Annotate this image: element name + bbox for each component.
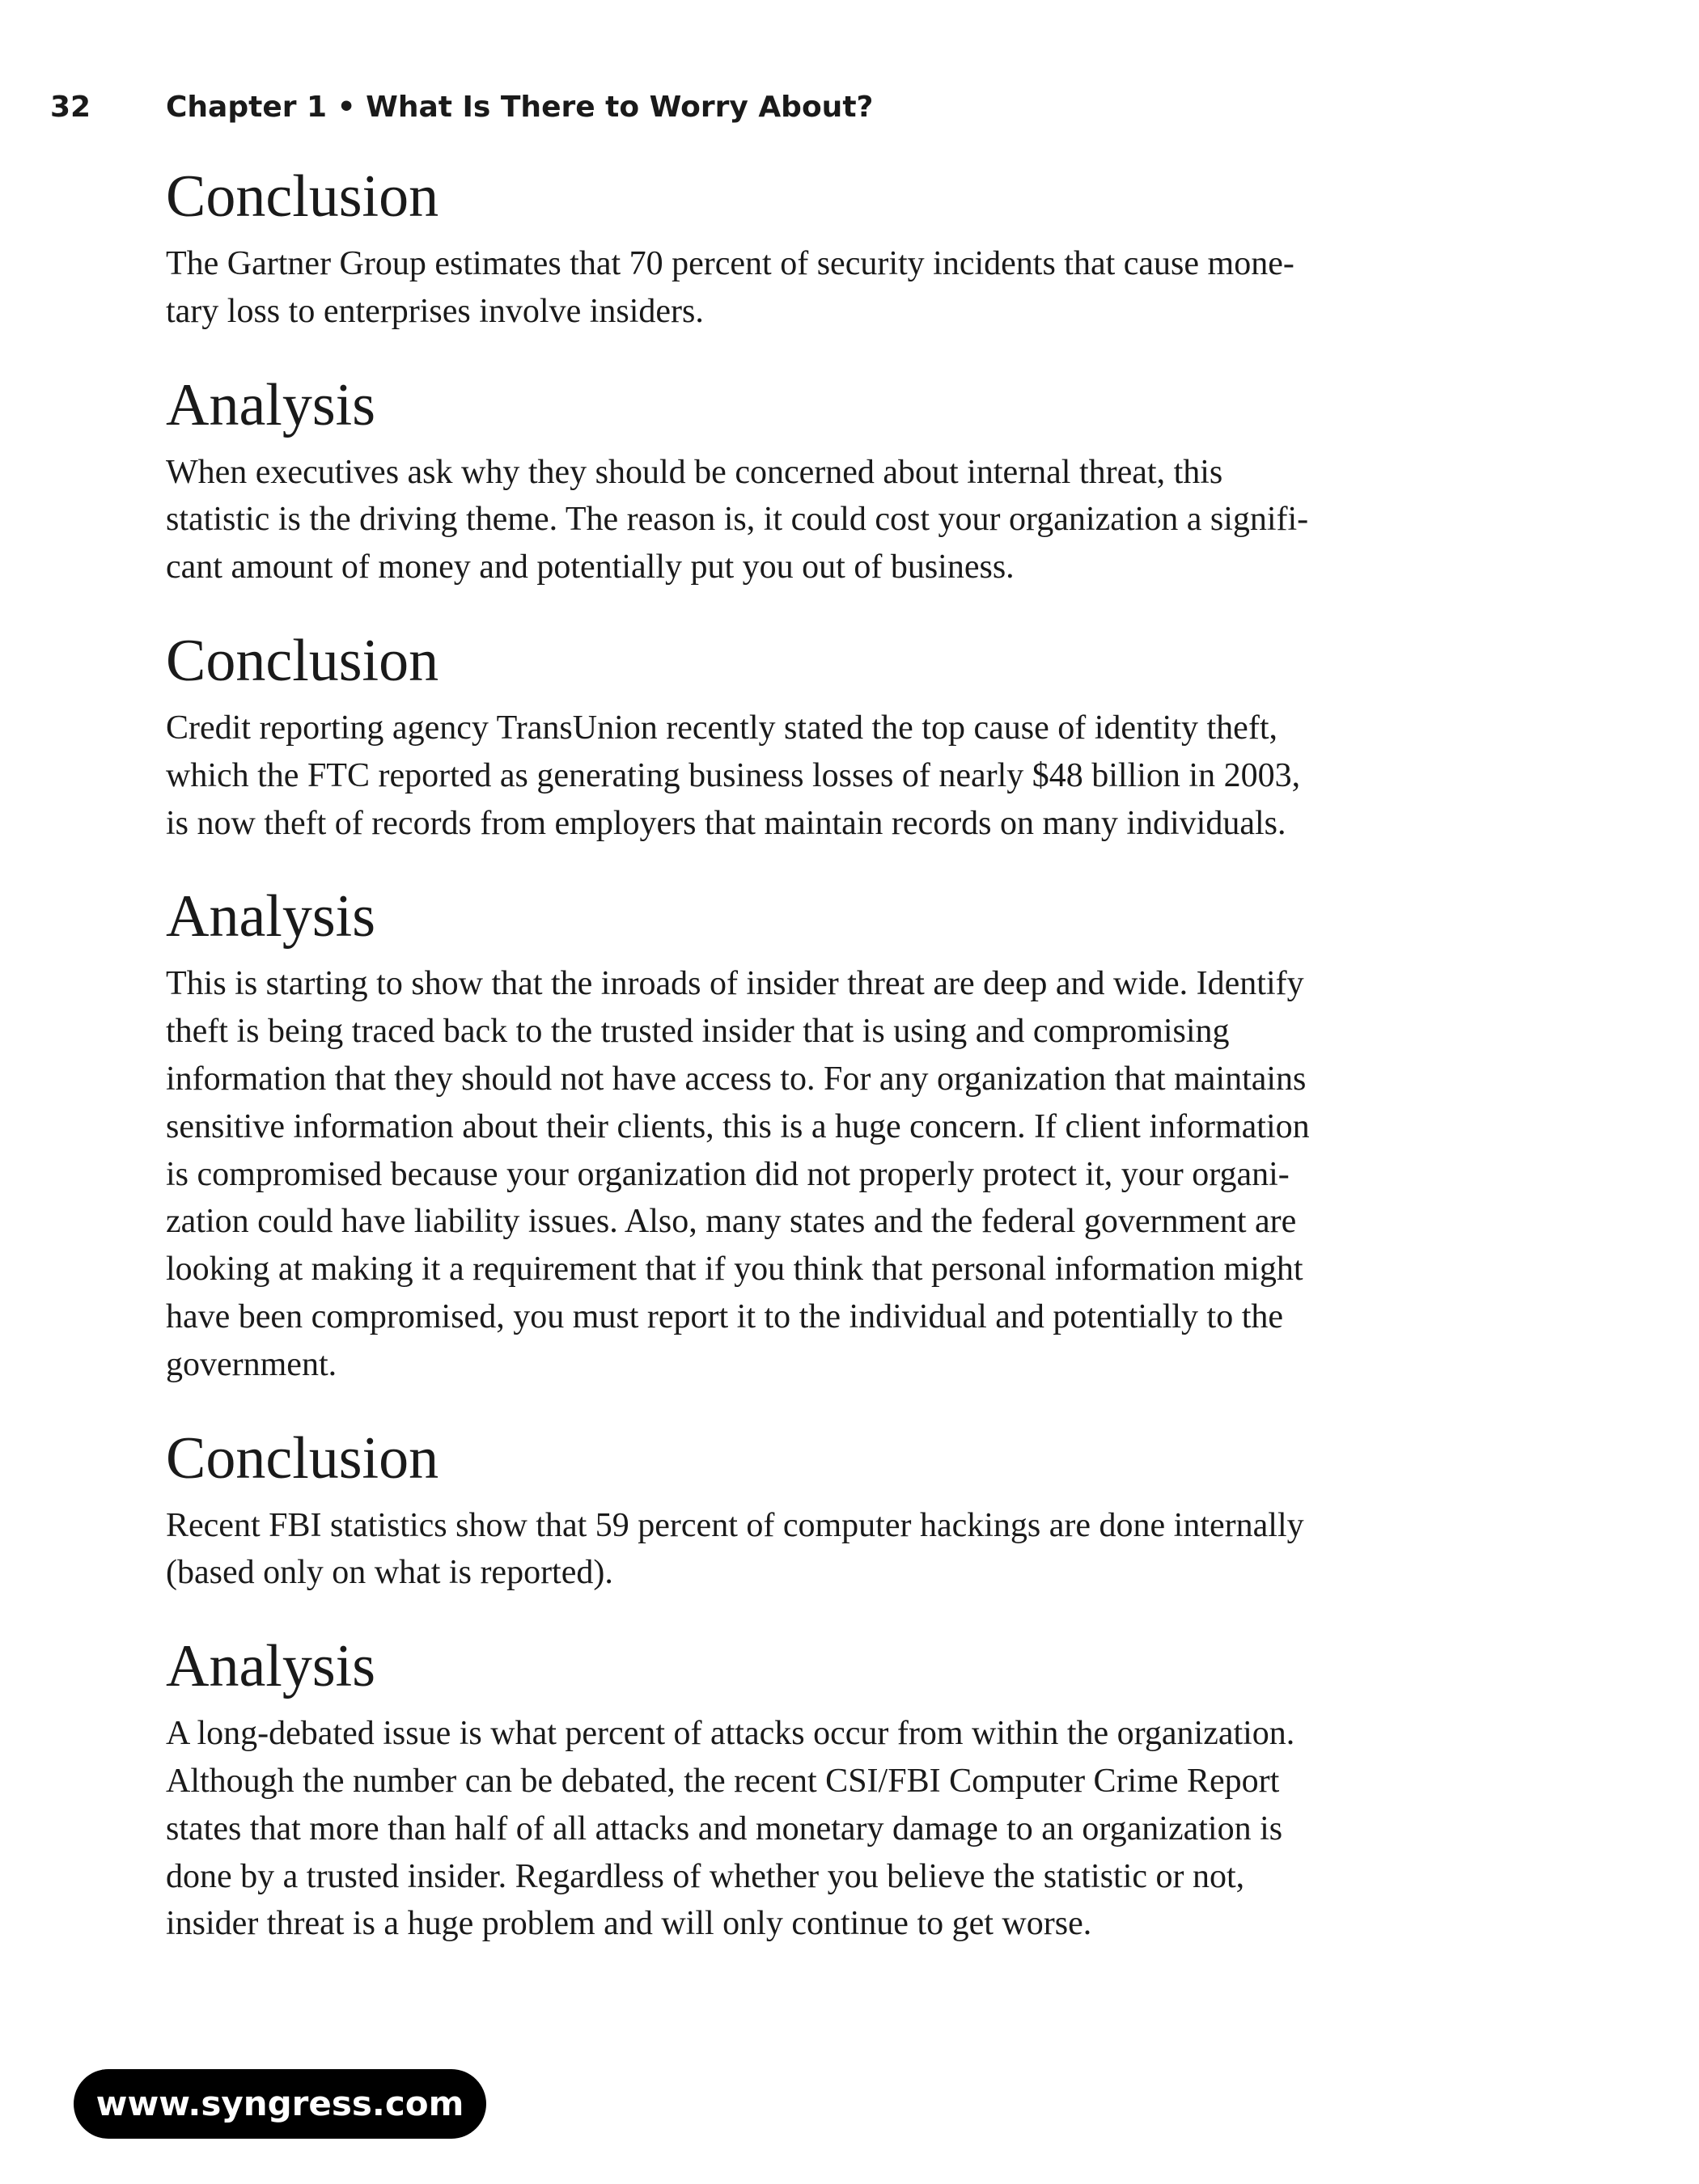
text-line: sensitive information about their clients, this is a huge concern. If client information [166, 1107, 1310, 1145]
text-line: A long-debated issue is what percent of attacks occur from within the organization. [166, 1715, 1295, 1753]
text-line: states that more than half of all attacks and monetary damage to an organization is [166, 1809, 1283, 1848]
section-heading: Conclusion [166, 627, 439, 694]
section-heading: Analysis [166, 371, 375, 438]
section-heading: Analysis [166, 1633, 375, 1700]
text-line: zation could have liability issues. Also, many states and the federal government are [166, 1203, 1297, 1241]
text-line: is compromised because your organization did not properly protect it, your organi- [166, 1155, 1290, 1193]
page-content [166, 158, 1493, 1979]
section-paragraph [166, 1502, 1493, 1598]
section-analysis-1 [166, 366, 1493, 591]
text-line: looking at making it a requirement that if you think that personal information might [166, 1251, 1303, 1289]
text-line: Recent FBI statistics show that 59 percent of computer hackings are done internally [166, 1506, 1304, 1544]
section-heading: Conclusion [166, 1424, 439, 1492]
text-line: statistic is the driving theme. The reason is, it could cost your organization a signifi- [166, 501, 1309, 539]
text-line: When executives ask why they should be concerned about internal threat, this [166, 453, 1223, 491]
section-paragraph [166, 240, 1493, 336]
text-line: insider threat is a huge problem and will only continue to get worse. [166, 1905, 1092, 1943]
text-line: government. [166, 1345, 337, 1383]
text-line: The Gartner Group estimates that 70 percent of security incidents that cause mone- [166, 245, 1294, 282]
section-heading: Conclusion [166, 163, 439, 230]
running-head [50, 91, 873, 124]
text-line: have been compromised, you must report it to the individual and potentially to the [166, 1297, 1284, 1335]
text-line: Although the number can be debated, the recent CSI/FBI Computer Crime Report [166, 1762, 1280, 1800]
section-analysis-2 [166, 878, 1493, 1388]
section-conclusion-2 [166, 622, 1493, 847]
section-conclusion-1 [166, 158, 1493, 336]
text-line: which the FTC reported as generating business losses of nearly $48 billion in 2003, [166, 756, 1301, 794]
text-line: is now theft of records from employers that maintain records on many individuals. [166, 804, 1286, 842]
text-line: (based only on what is reported). [166, 1554, 613, 1592]
section-conclusion-3 [166, 1420, 1493, 1598]
text-line: cant amount of money and potentially put you out of business. [166, 548, 1015, 586]
text-line: tary loss to enterprises involve insiders. [166, 292, 704, 330]
text-line: theft is being traced back to the trusted insider that is using and compromising [166, 1013, 1230, 1051]
section-analysis-3 [166, 1627, 1493, 1948]
text-line: information that they should not have access to. For any organization that maintains [166, 1060, 1307, 1098]
section-paragraph [166, 1710, 1493, 1948]
footer-url-badge: www.syngress.com [74, 2069, 486, 2139]
text-line: Credit reporting agency TransUnion recently stated the top cause of identity theft, [166, 709, 1277, 747]
section-heading: Analysis [166, 883, 375, 950]
chapter-title: Chapter 1 • What Is There to Worry About? [166, 91, 874, 124]
section-paragraph [166, 705, 1493, 847]
text-line: This is starting to show that the inroads of insider threat are deep and wide. Identify [166, 965, 1304, 1003]
section-paragraph [166, 449, 1493, 591]
text-line: done by a trusted insider. Regardless of whether you believe the statistic or not, [166, 1857, 1245, 1895]
section-paragraph [166, 960, 1493, 1388]
page-number: 32 [50, 91, 91, 124]
